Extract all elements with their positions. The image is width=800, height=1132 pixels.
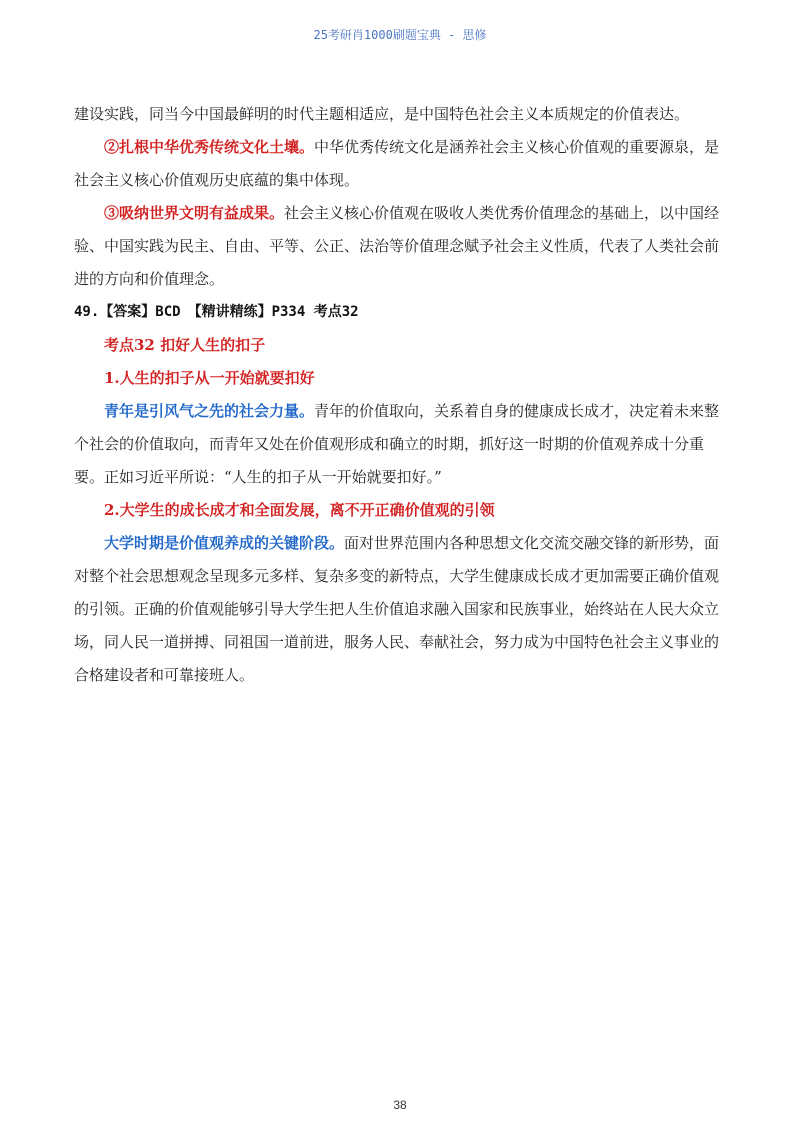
paragraph-3-body: 社会主义核心价值观在吸收人类优秀价值理念的基础上，以中国经验、中国实践为民主、自由、平等、公正、法治等价值理念赋予社会主义性质，代表了人类社会前进的方向和价值理念。 [74,204,720,288]
subheading-2: 2.大学生的成长成才和全面发展，离不开正确价值观的引领 [104,501,495,519]
paragraph-4 [74,395,729,494]
document-body [74,98,729,692]
paragraph-4-lead: 青年是引风气之先的社会力量。 [104,402,315,420]
paragraph-5 [74,527,729,692]
subheading-1: 1.人生的扣子从一开始就要扣好 [104,369,315,387]
paragraph-2-lead: ②扎根中华优秀传统文化土壤。 [104,138,315,156]
paragraph-1: 建设实践，同当今中国最鲜明的时代主题相适应，是中国特色社会主义本质规定的价值表达。 [74,105,690,123]
paragraph-2 [74,131,729,197]
page-header: 25考研肖1000刷题宝典 - 思修 [313,28,487,42]
paragraph-4-body: 青年的价值取向，关系着自身的健康成长成才，决定着未来整个社会的价值取向，而青年又处在价值观形成和确立的时期，抓好这一时期的价值观养成十分重要。正如习近平所说：“人生的扣子从一开始就要扣好。” [74,402,720,486]
answer-line: 49.【答案】BCD 【精讲精练】P334 考点32 [74,304,359,320]
paragraph-3 [74,197,729,296]
paragraph-5-body: 面对世界范围内各种思想文化交流交融交锋的新形势，面对整个社会思想观念呈现多元多样、复杂多变的新特点，大学生健康成长成才更加需要正确价值观的引领。正确的价值观能够引导大学生把人生价值追求融入国家和民族事业，始终站在人民大众立场，同人民一道拼搏、同祖国一道前进，服务人民、奉献社会，努力成为中国特色社会主义事业的合格建设者和可靠接班人。 [74,534,720,684]
paragraph-2-body: 中华优秀传统文化是涵养社会主义核心价值观的重要源泉，是社会主义核心价值观历史底蕴的集中体现。 [74,138,720,189]
page-number: 38 [393,1098,407,1112]
topic-heading: 考点32 扣好人生的扣子 [104,336,266,354]
paragraph-5-lead: 大学时期是价值观养成的关键阶段。 [104,534,345,552]
paragraph-3-lead: ③吸纳世界文明有益成果。 [104,204,285,222]
